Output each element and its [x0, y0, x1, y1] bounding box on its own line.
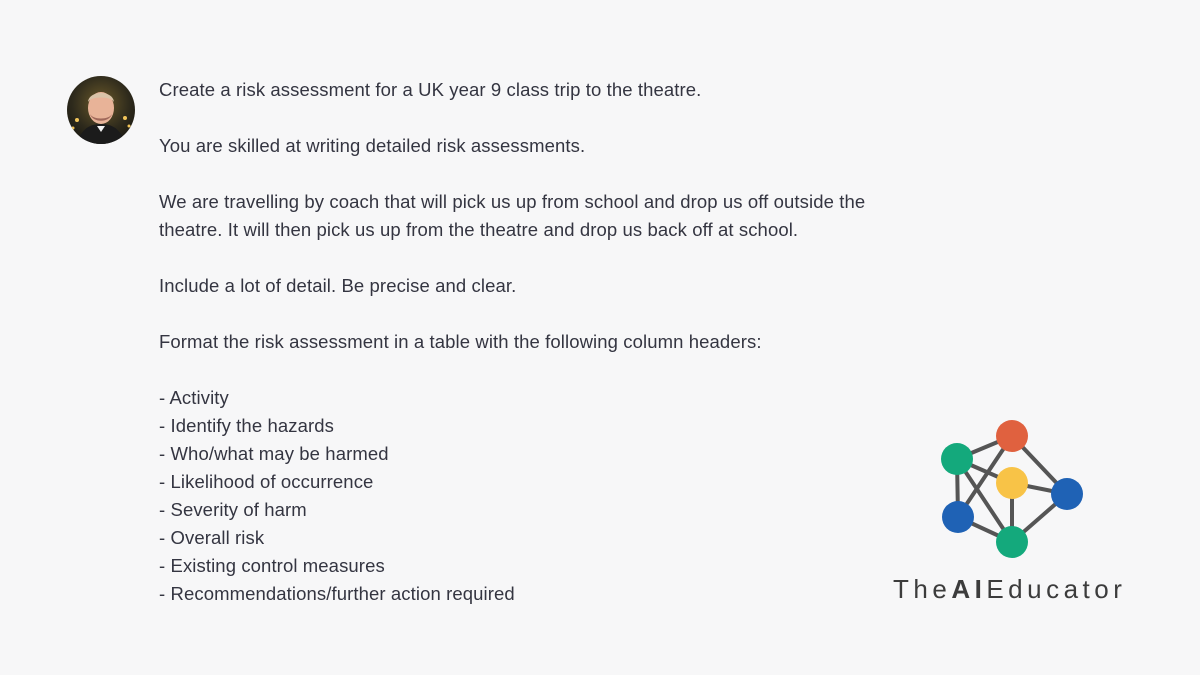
- logo-node-green: [996, 526, 1028, 558]
- logo-node-green: [941, 443, 973, 475]
- list-item: - Overall risk: [159, 527, 265, 548]
- message-line-2: You are skilled at writing detailed risk assessments.: [159, 135, 586, 156]
- user-avatar-image: [67, 76, 135, 144]
- list-item: - Existing control measures: [159, 555, 385, 576]
- message-line-5: Format the risk assessment in a table with the following column headers:: [159, 331, 762, 352]
- brand-wordmark: [893, 574, 1126, 605]
- list-item: - Who/what may be harmed: [159, 443, 389, 464]
- prompt-message: [159, 76, 899, 608]
- list-item: - Identify the hazards: [159, 415, 334, 436]
- brand-text-ai: AI: [951, 574, 987, 604]
- list-item: - Likelihood of occurrence: [159, 471, 374, 492]
- message-line-3: We are travelling by coach that will pick us up from school and drop us off outside the theatre. It will then pick us up from the theatre and drop us back off at school.: [159, 191, 866, 240]
- list-item: - Severity of harm: [159, 499, 307, 520]
- logo-node-blue: [942, 501, 974, 533]
- brand-text-the: The: [893, 574, 952, 604]
- logo-node-blue: [1051, 478, 1083, 510]
- list-item: - Recommendations/further action required: [159, 583, 515, 604]
- column-header-list: [159, 384, 899, 608]
- logo-node-orange: [996, 420, 1028, 452]
- list-item: - Activity: [159, 387, 229, 408]
- logo-node-yellow: [996, 467, 1028, 499]
- user-avatar: [67, 76, 135, 144]
- message-line-1: Create a risk assessment for a UK year 9 class trip to the theatre.: [159, 79, 702, 100]
- message-line-4: Include a lot of detail. Be precise and clear.: [159, 275, 517, 296]
- brand-text-educator: Educator: [986, 574, 1127, 604]
